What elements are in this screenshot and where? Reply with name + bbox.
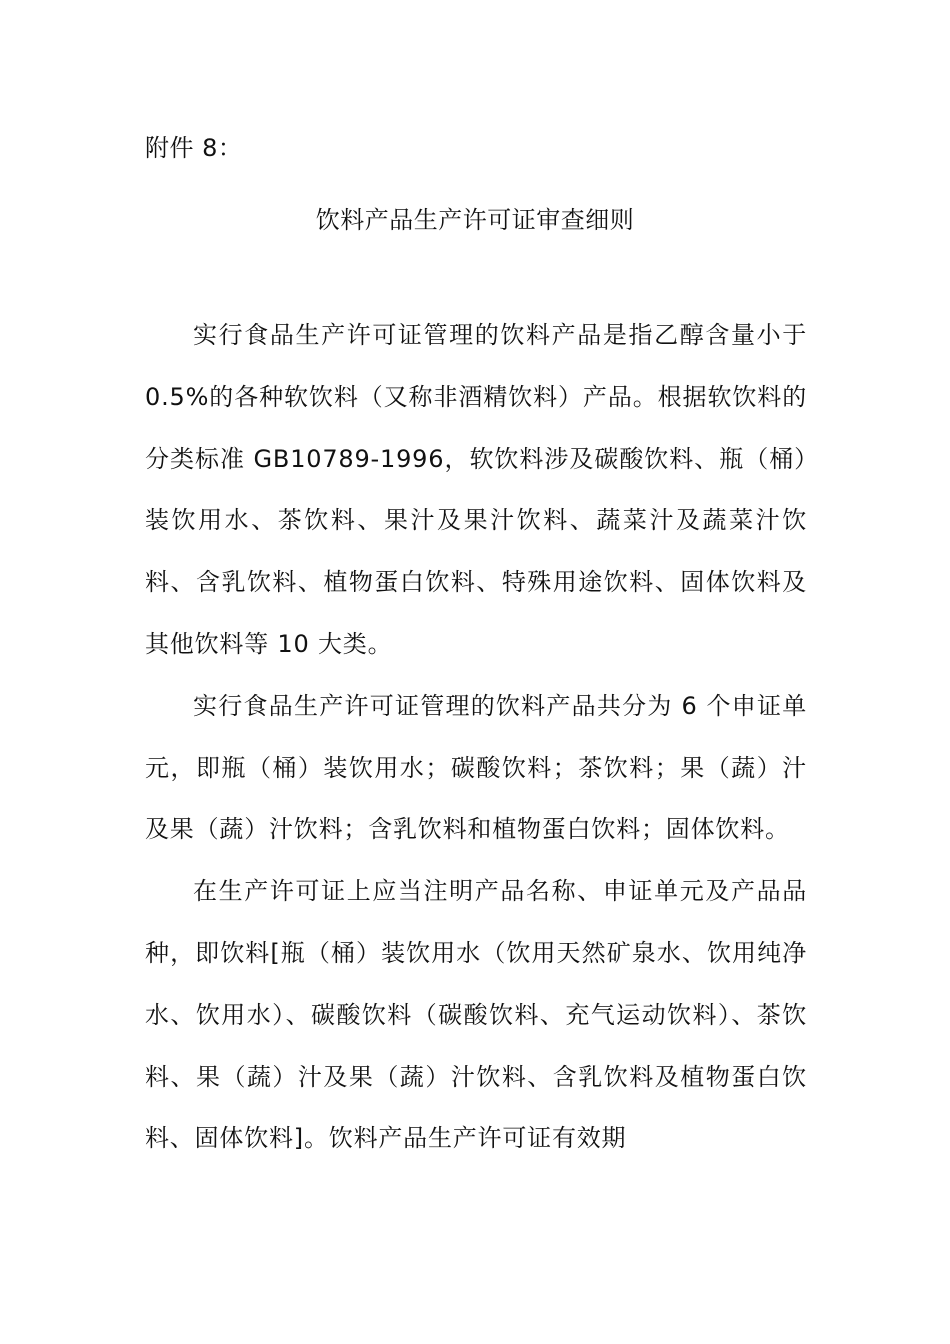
document-body <box>145 305 807 1170</box>
document-title: 饮料产品生产许可证审查细则 <box>315 206 635 234</box>
paragraph-units: 实行食品生产许可证管理的饮料产品共分为 6 个申证单元，即瓶（桶）装饮用水；碳酸饮料；茶饮料；果（蔬）汁及果（蔬）汁饮料；含乳饮料和植物蛋白饮料；固体饮料。 <box>145 691 807 844</box>
paragraph-definition: 实行食品生产许可证管理的饮料产品是指乙醇含量小于 0.5%的各种软饮料（又称非酒精饮料）产品。根据软饮料的分类标准 GB10789-1996，软饮料涉及碳酸饮料、瓶（桶）装饮用水、茶饮料、果汁及果汁饮料、蔬菜汁及蔬菜汁饮料、含乳饮料、植物蛋白饮料、特殊用途饮料、固体饮料及其他饮料等 10 大类。 <box>145 321 807 658</box>
attachment-label: 附件 8： <box>145 134 243 162</box>
paragraph-license-notes: 在生产许可证上应当注明产品名称、申证单元及产品品种，即饮料[瓶（桶）装饮用水（饮用天然矿泉水、饮用纯净水、饮用水）、碳酸饮料（碳酸饮料、充气运动饮料）、茶饮料、果（蔬）汁及果（蔬）汁饮料、含乳饮料及植物蛋白饮料、固体饮料]。饮料产品生产许可证有效期 <box>145 877 807 1153</box>
